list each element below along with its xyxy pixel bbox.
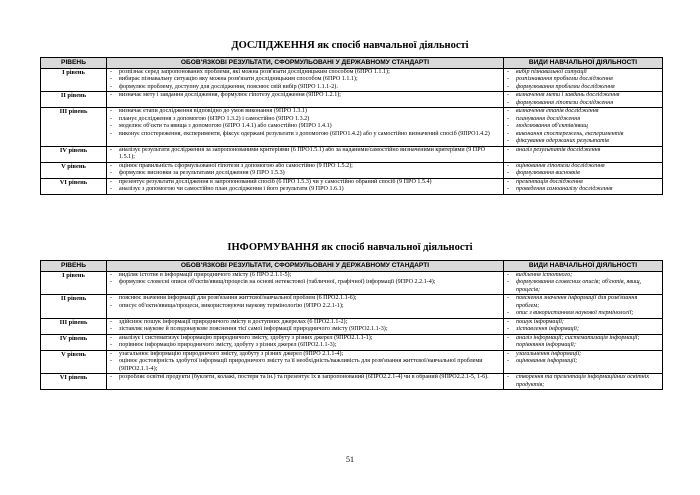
result-item [110,326,500,334]
results-cell [107,146,504,162]
result-item [110,147,500,162]
results-cell [107,92,504,108]
bullet-dash: - [110,146,113,153]
activity-item [507,92,659,100]
result-item [110,342,500,350]
result-item [110,163,500,171]
bullet-dash: - [110,186,113,192]
activity-text: формулювання гіпотези дослідження [516,99,614,106]
result-text: вибирає пізнавальну ситуацію яку можна розв'язати дослідницьким способом (6ПРО 1.1.1); [119,76,358,82]
result-text: аналізує з допомогою чи самостійно план дослідження і його результати (9 ПРО 1.6.1) [119,186,344,192]
activity-text: формулювання висновків [516,170,580,176]
result-text: розпізнає серед запропонованих проблеми, які можна розв'язати дослідницьким способом (6ПРО 1.1.1); [119,68,390,75]
bullet-dash: - [507,123,510,129]
result-item [110,351,500,359]
bullet-dash: - [110,326,113,332]
table-row [41,350,663,374]
level-cell: IV рівень [41,334,107,350]
activities-cell [504,92,663,108]
header-activities: ВИДИ НАВЧАЛЬНОЇ ДІЯЛЬНОСТІ [504,58,663,69]
result-text: формулює проблему, доступну для дослідження, пояснює свій вибір (9ПРО 1.1.1-2). [119,83,338,90]
activities-cell [504,350,663,374]
bullet-dash: - [507,108,510,114]
bullet-dash: - [507,68,510,75]
activity-text: фіксування одержаних результатів [516,138,609,144]
activity-text: планування дослідження [516,115,581,122]
result-text: пояснює значення інформації для розв'язання життєвої/навчальної проблем (6 ПРО2.1.1-6); [119,295,357,301]
bullet-dash: - [110,334,113,341]
result-text: зіставляє наукове й псевдонаукове пояснення тієї самої інформації природничого змісту (9ПРО2.1.1-3); [119,326,388,332]
results-cell [107,271,504,295]
bullet-dash: - [110,83,113,90]
bullet-dash: - [110,302,113,309]
activity-item [507,326,659,334]
bullet-dash: - [110,162,113,169]
activity-text: оцінювання гіпотези дослідження [516,162,605,169]
table-row [41,146,663,162]
activity-item [507,138,659,146]
activity-text: створення та презентація інформаційних освітніх продуктів; [516,374,650,388]
bullet-dash: - [507,326,510,332]
result-item [110,319,500,327]
results-cell [107,350,504,374]
activities-cell [504,162,663,178]
bullet-dash: - [110,271,113,278]
activity-item [507,295,659,310]
result-item [110,295,500,303]
result-item [110,76,500,84]
bullet-dash: - [110,68,113,75]
activity-item [507,186,659,194]
result-text: визначає етапи дослідження відповідно до умов виконання (9ПРО 1.3.1) [119,108,307,114]
bullet-dash: - [507,76,510,82]
level-cell: V рівень [41,162,107,178]
result-text: оцінює достовірність здобутої інформації природничого змісту та її необхідність/важливість для розв'язання життєвої/навчальної проблеми (9ПРО2.1.1-4); [119,358,483,372]
activity-item [507,116,659,124]
bullet-dash: - [507,310,510,316]
bullet-dash: - [110,342,113,348]
section-title-informing [0,242,700,253]
result-item [110,69,500,77]
bullet-dash: - [110,130,113,137]
bullet-dash: - [507,99,510,106]
bullet-dash: - [507,138,510,144]
activity-text: визначення етапів дослідження [516,108,599,114]
result-item [110,374,500,382]
level-cell: ІІ рівень [41,295,107,319]
bullet-dash: - [110,92,113,98]
level-cell: ІІІ рівень [41,318,107,334]
result-text: порівнює інформацію природничого змісту, здобуту з різних джерел (6ПРО2.1.1-3); [119,342,337,348]
table-row [41,295,663,319]
bullet-dash: - [507,162,510,169]
result-item [110,116,500,124]
activity-text: аналіз інформації; систематизація інформації; порівняння інформації; [516,334,640,348]
bullet-dash: - [507,295,510,301]
table-header-row [41,261,663,272]
activity-item [507,100,659,108]
activity-item [507,69,659,77]
result-text: виділяє істотне в інформації природничого змісту (6 ПРО 2.1.1-5); [119,271,292,278]
activity-item [507,319,659,327]
result-text: моделює об'єкти та явища з допомогою (6ПРО 1.4.1) або самостійно (9ПРО 1.4.1) [119,123,332,129]
activity-text: виділення істотного; [516,271,573,278]
bullet-dash: - [110,115,113,122]
results-cell [107,68,504,92]
result-text: аналізує і систематизує інформацію природничого змісту, здобуту з різних джерел (9ПРО2.1.1-1); [119,334,373,341]
header-activities: ВИДИ НАВЧАЛЬНОЇ ДІЯЛЬНОСТІ [504,261,663,272]
activity-text: виконання спостережень, експериментів [516,130,624,137]
level-cell: V рівень [41,350,107,374]
level-cell: IV рівень [41,146,107,162]
table-row [41,92,663,108]
bullet-dash: - [507,318,510,325]
activity-text: формулювання словесних описів; об'єктів, явищ, процесів; [516,279,642,293]
result-item [110,335,500,343]
result-text: узагальнює інформацію природничого змісту, здобуту з різних джерел (9ПРО 2.1.1-4); [119,350,344,357]
informing-table-body [41,271,663,390]
activity-text: пояснення значення інформації для розв'язання проблем; [516,295,638,309]
activity-item [507,123,659,131]
activity-text: зіставлення інформації; [516,326,580,332]
activities-cell [504,146,663,162]
result-item [110,179,500,187]
bullet-dash: - [507,130,510,137]
research-table [40,57,663,195]
level-cell: І рівень [41,271,107,295]
bullet-dash: - [110,76,113,82]
activities-cell [504,295,663,319]
bullet-dash: - [507,271,510,278]
activity-item [507,310,659,318]
bullet-dash: - [507,115,510,122]
level-cell: І рівень [41,68,107,92]
header-level: РІВЕНЬ [41,58,107,69]
informing-table [40,260,663,390]
activity-item [507,147,659,155]
result-item [110,131,500,139]
bullet-dash: - [110,295,113,301]
result-item [110,170,500,178]
result-item [110,358,500,373]
result-item [110,123,500,131]
activities-cell [504,108,663,147]
activity-item [507,76,659,84]
activity-item [507,358,659,366]
results-cell [107,334,504,350]
activities-cell [504,334,663,350]
header-level: РІВЕНЬ [41,261,107,272]
activity-text: формулювання проблеми дослідження [516,83,615,90]
result-text: формулює висновки за результатами дослідження (9 ПРО 1.5.3) [119,170,285,176]
level-cell: ІІ рівень [41,92,107,108]
result-text: розробляє освітні продукти (буклети, колажі, постери та ін.) та презентує їх в запропонований (6ПРО2.2.1-4) чи в обраний (9ПРО2.2.1-5, 1-6). [119,374,489,380]
bullet-dash: - [507,358,510,364]
bullet-dash: - [110,178,113,185]
bullet-dash: - [110,123,113,129]
bullet-dash: - [110,374,113,380]
activity-text: моделювання об'єктів/явищ [516,123,588,129]
bullet-dash: - [507,83,510,90]
table-row [41,271,663,295]
result-text: здійснює пошук інформації природничого змісту в доступних джерелах (6 ПРО2.1.1-2); [119,318,348,325]
activity-text: презентація дослідження [516,178,583,185]
activities-cell [504,374,663,390]
research-table-body [41,68,663,194]
result-item [110,92,500,100]
activity-text: пошук інформації; [516,318,564,325]
activity-text: визначення мети і завдань дослідження [516,92,620,98]
result-item [110,272,500,280]
bullet-dash: - [507,92,510,98]
activities-cell [504,271,663,295]
results-cell [107,318,504,334]
activity-item [507,279,659,294]
activity-text: опис з використанням наукової термінології; [516,310,634,316]
activity-item [507,163,659,171]
result-text: презентує результати дослідження в запропонований спосіб (6 ПРО 1.5.3) чи у самостійно обраний спосіб (9 ПРО 1.5.4) [119,178,432,185]
activity-item [507,170,659,178]
result-text: формулює словесні описи об'єктів/явищ/процесів на основі нетекстової (табличної, графічної) інформації (9ПРО 2.2.1-4); [119,279,436,285]
activity-item [507,108,659,116]
bullet-dash: - [507,334,510,341]
page-number: 51 [346,455,354,464]
bullet-dash: - [110,279,113,285]
table-header-row [41,58,663,69]
activity-text: аналіз результатів дослідження [516,146,601,153]
activity-text: узагальнення інформації; [516,350,582,357]
activity-text: оцінювання інформації; [516,358,578,364]
activity-item [507,131,659,139]
activity-item [507,84,659,92]
table-row [41,374,663,390]
header-results: ОБОВ'ЯЗКОВІ РЕЗУЛЬТАТИ, СФОРМУЛЬОВАНІ У ДЕРЖАВНОМУ СТАНДАРТІ [107,261,504,272]
section-title-research [0,40,700,51]
level-cell: VI рівень [41,374,107,390]
activities-cell [504,68,663,92]
result-item [110,108,500,116]
table-row [41,334,663,350]
bullet-dash: - [507,279,510,285]
bullet-dash: - [110,358,113,364]
results-cell [107,108,504,147]
activity-text: розпізнавання проблеми дослідження [516,76,613,82]
bullet-dash: - [110,108,113,114]
level-cell: VI рівень [41,178,107,194]
header-results: ОБОВ'ЯЗКОВІ РЕЗУЛЬТАТИ, СФОРМУЛЬОВАНІ У ДЕРЖАВНОМУ СТАНДАРТІ [107,58,504,69]
bullet-dash: - [507,178,510,185]
activities-cell [504,318,663,334]
bullet-dash: - [507,146,510,153]
bullet-dash: - [507,374,510,380]
activity-item [507,179,659,187]
result-text: виконує спостереження, експерименти, фіксує одержані результати з допомогою (6ПРО1.4.2) або у самостійно визначений спосіб (9ПРО1.4.2) [119,130,490,137]
results-cell [107,374,504,390]
table-row [41,68,663,92]
title-keyword: ДОСЛІДЖЕННЯ [231,40,315,51]
level-cell: ІІІ рівень [41,108,107,147]
activity-item [507,374,659,389]
results-cell [107,162,504,178]
results-cell [107,295,504,319]
table-row [41,108,663,147]
result-text: оцінює правильність сформульованої гіпотези з допомогою або самостійно (9 ПРО 1.5.2); [119,162,353,169]
result-text: аналізує результати дослідження за запропонованими критеріями (6 ПРО1.5.1) або за наданими/самостійно визначеними критеріями (9 ПРО 1.5.1); [119,146,486,160]
bullet-dash: - [507,170,510,176]
bullet-dash: - [110,318,113,325]
result-item [110,84,500,92]
activity-item [507,351,659,359]
result-item [110,303,500,311]
table-row [41,178,663,194]
bullet-dash: - [110,350,113,357]
result-text: визначає мету і завдання дослідження, формулює гіпотезу дослідження (9ПРО 1.2.1); [119,92,341,98]
bullet-dash: - [507,186,510,192]
activity-item [507,272,659,280]
activity-item [507,335,659,350]
result-text: описує об'єкти/явища/процеси, використовуючи наукову термінологію (9ПРО 2.2.1-1); [119,302,344,309]
activities-cell [504,178,663,194]
title-rest: як спосіб навчальної діяльності [318,242,473,253]
title-keyword: ІНФОРМУВАННЯ [227,242,319,253]
table-row [41,318,663,334]
result-text: планує дослідження з допомогою (6ПРО 1.3.2) і самостійно (9ПРО 1.3.2) [119,115,310,122]
activity-text: вибір пізнавальної ситуації [516,68,587,75]
table-row [41,162,663,178]
title-rest: як спосіб навчальної діяльності [314,40,469,51]
result-item [110,186,500,194]
result-item [110,279,500,287]
bullet-dash: - [110,170,113,176]
results-cell [107,178,504,194]
bullet-dash: - [507,350,510,357]
activity-text: проведення самоаналізу дослідження [516,186,613,192]
